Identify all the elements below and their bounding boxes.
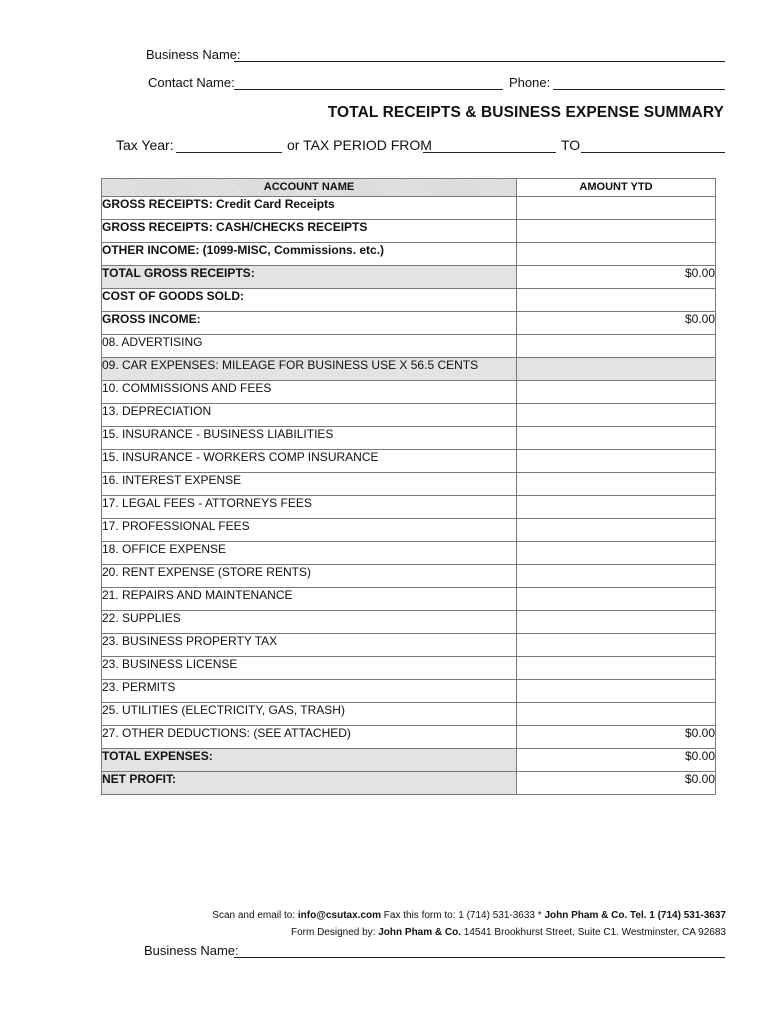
amount-value: $0.00 (684, 726, 715, 740)
table-row (102, 289, 716, 312)
amount-cell[interactable] (517, 657, 716, 680)
business-name-input[interactable] (234, 61, 725, 62)
footer-designed-by-label: Form Designed by: (290, 927, 379, 938)
amount-ytd-header: AMOUNT YTD (517, 179, 716, 197)
table-row (102, 404, 716, 427)
amount-value (517, 496, 715, 499)
footer-email-link[interactable]: info@csutax.com (297, 910, 382, 921)
table-row (102, 427, 716, 450)
account-name-cell: 13. DEPRECIATION (102, 404, 517, 427)
account-name-cell: 25. UTILITIES (ELECTRICITY, GAS, TRASH) (102, 703, 517, 726)
table-row (102, 473, 716, 496)
amount-value (517, 611, 715, 614)
amount-cell[interactable] (517, 197, 716, 220)
footer-designer-company: John Pham & Co. (378, 927, 462, 938)
account-name-cell: 16. INTEREST EXPENSE (102, 473, 517, 496)
tax-year-label: Tax Year: (116, 137, 174, 153)
account-name-cell: GROSS RECEIPTS: CASH/CHECKS RECEIPTS (102, 220, 517, 243)
account-name-cell: NET PROFIT: (102, 772, 517, 795)
amount-cell[interactable] (517, 703, 716, 726)
account-name-cell: 21. REPAIRS AND MAINTENANCE (102, 588, 517, 611)
amount-value: $0.00 (684, 749, 715, 763)
amount-cell[interactable] (517, 358, 716, 381)
amount-value (517, 519, 715, 522)
footer-designer-line (0, 927, 726, 938)
table-row (102, 542, 716, 565)
table-row (102, 680, 716, 703)
amount-value (517, 358, 715, 361)
table-row (102, 358, 716, 381)
account-name-cell: TOTAL EXPENSES: (102, 749, 517, 772)
amount-cell[interactable] (517, 749, 716, 772)
amount-value (517, 703, 715, 706)
account-name-cell: OTHER INCOME: (1099-MISC, Commissions. etc.) (102, 243, 517, 266)
footer-fax-text: Fax this form to: 1 (714) 531-3633 * (381, 910, 545, 921)
account-name-cell: 20. RENT EXPENSE (STORE RENTS) (102, 565, 517, 588)
tax-period-from-input[interactable] (423, 152, 556, 153)
amount-value: $0.00 (684, 312, 715, 326)
amount-value (517, 404, 715, 407)
tax-period-to-input[interactable] (581, 152, 725, 153)
footer-contact-line (0, 910, 726, 921)
account-name-cell: 15. INSURANCE - BUSINESS LIABILITIES (102, 427, 517, 450)
amount-cell[interactable] (517, 542, 716, 565)
table-row (102, 335, 716, 358)
table-row (102, 243, 716, 266)
table-row (102, 749, 716, 772)
table-row (102, 634, 716, 657)
business-name-label: Business Name: (146, 47, 241, 62)
contact-name-label: Contact Name: (148, 75, 235, 90)
footer-business-name-label: Business Name: (144, 943, 239, 958)
account-name-cell: 15. INSURANCE - WORKERS COMP INSURANCE (102, 450, 517, 473)
amount-value (517, 289, 715, 292)
account-name-cell: 23. BUSINESS LICENSE (102, 657, 517, 680)
table-row (102, 657, 716, 680)
amount-cell[interactable] (517, 726, 716, 749)
account-name-cell: GROSS RECEIPTS: Credit Card Receipts (102, 197, 517, 220)
amount-cell[interactable] (517, 588, 716, 611)
footer-business-name-field (0, 943, 770, 961)
amount-cell[interactable] (517, 496, 716, 519)
amount-value (517, 634, 715, 637)
amount-cell[interactable] (517, 289, 716, 312)
table-row (102, 197, 716, 220)
account-name-cell: COST OF GOODS SOLD: (102, 289, 517, 312)
expense-table (101, 178, 716, 795)
amount-cell[interactable] (517, 266, 716, 289)
table-row (102, 703, 716, 726)
table-row (102, 381, 716, 404)
table-row (102, 450, 716, 473)
account-name-cell: 23. PERMITS (102, 680, 517, 703)
amount-value (517, 657, 715, 660)
amount-cell[interactable] (517, 772, 716, 795)
table-row (102, 565, 716, 588)
phone-label: Phone: (509, 75, 551, 90)
amount-cell[interactable] (517, 634, 716, 657)
to-label: TO (561, 137, 581, 153)
table-row (102, 772, 716, 795)
amount-cell[interactable] (517, 312, 716, 335)
amount-value (517, 381, 715, 384)
table-row (102, 496, 716, 519)
amount-cell[interactable] (517, 450, 716, 473)
amount-value (517, 197, 715, 200)
amount-cell[interactable] (517, 473, 716, 496)
table-header-row (102, 179, 716, 197)
amount-cell[interactable] (517, 381, 716, 404)
tax-period-row (0, 137, 770, 157)
account-name-header: ACCOUNT NAME (102, 179, 517, 197)
table-row (102, 220, 716, 243)
amount-value (517, 220, 715, 223)
business-name-field (0, 47, 770, 65)
amount-value (517, 588, 715, 591)
amount-cell[interactable] (517, 611, 716, 634)
table-row (102, 266, 716, 289)
amount-value (517, 450, 715, 453)
account-name-cell: 09. CAR EXPENSES: MILEAGE FOR BUSINESS USE X 56.5 CENTS (102, 358, 517, 381)
amount-cell[interactable] (517, 565, 716, 588)
tax-period-from-label: or TAX PERIOD FROM (287, 137, 432, 153)
amount-value (517, 542, 715, 545)
amount-value (517, 680, 715, 683)
tax-year-input[interactable] (176, 152, 282, 153)
amount-value (517, 243, 715, 246)
account-name-cell: TOTAL GROSS RECEIPTS: (102, 266, 517, 289)
amount-value (517, 565, 715, 568)
amount-value (517, 473, 715, 476)
amount-cell[interactable] (517, 519, 716, 542)
account-name-cell: 27. OTHER DEDUCTIONS: (SEE ATTACHED) (102, 726, 517, 749)
table-row (102, 519, 716, 542)
account-name-cell: 22. SUPPLIES (102, 611, 517, 634)
footer-scan-text: Scan and email to: (212, 910, 298, 921)
table-row (102, 726, 716, 749)
table-row (102, 312, 716, 335)
amount-value (517, 335, 715, 338)
amount-cell[interactable] (517, 335, 716, 358)
table-row (102, 588, 716, 611)
account-name-cell: 17. PROFESSIONAL FEES (102, 519, 517, 542)
account-name-cell: 23. BUSINESS PROPERTY TAX (102, 634, 517, 657)
contact-name-input[interactable] (234, 89, 503, 90)
account-name-cell: 18. OFFICE EXPENSE (102, 542, 517, 565)
form-title: TOTAL RECEIPTS & BUSINESS EXPENSE SUMMARY (327, 104, 724, 121)
amount-value (517, 427, 715, 430)
table-row (102, 611, 716, 634)
account-name-cell: 08. ADVERTISING (102, 335, 517, 358)
contact-phone-field (0, 75, 770, 93)
footer-business-name-input[interactable] (234, 957, 725, 958)
amount-cell[interactable] (517, 404, 716, 427)
account-name-cell: GROSS INCOME: (102, 312, 517, 335)
phone-input[interactable] (553, 89, 725, 90)
footer-company-tel: John Pham & Co. Tel. 1 (714) 531-3637 (544, 910, 726, 921)
amount-cell[interactable] (517, 427, 716, 450)
amount-cell[interactable] (517, 220, 716, 243)
amount-cell[interactable] (517, 243, 716, 266)
amount-cell[interactable] (517, 680, 716, 703)
account-name-cell: 10. COMMISSIONS AND FEES (102, 381, 517, 404)
account-name-cell: 17. LEGAL FEES - ATTORNEYS FEES (102, 496, 517, 519)
amount-value: $0.00 (684, 772, 715, 786)
amount-value: $0.00 (684, 266, 715, 280)
footer-address: 14541 Brookhurst Street, Suite C1. Westminster, CA 92683 (461, 927, 726, 938)
